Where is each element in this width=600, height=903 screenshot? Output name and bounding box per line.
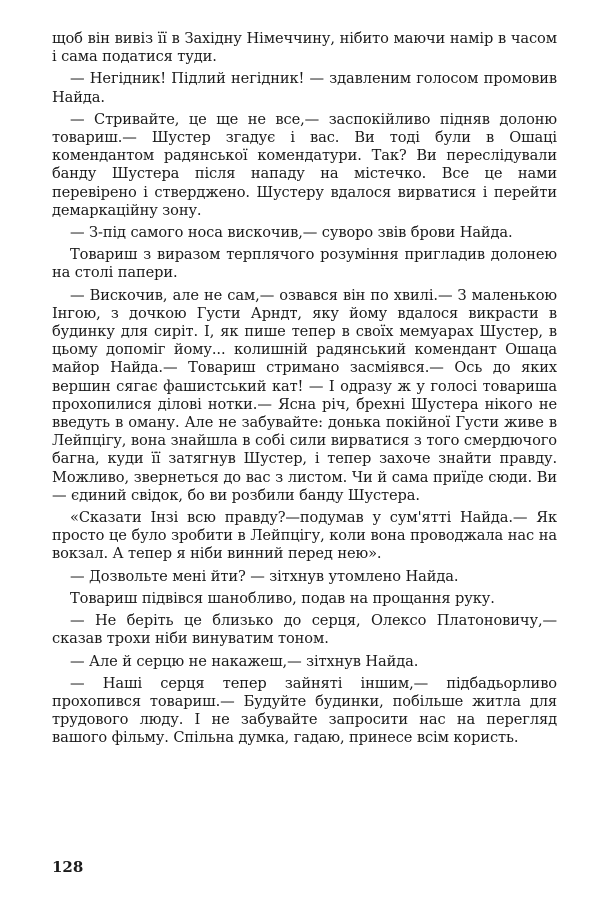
paragraph-9: Товариш підвівся шанобливо, подав на прощання руку. <box>70 589 495 607</box>
paragraph-3: — Стривайте, це ще не все,— заспокійливо підняв долоню товариш.— Шустер згадує і вас. Ви тоді були в Ошаці комендантом радянської комендатури. Так? Ви переслідували банду Шустера після нападу на містечко. Все це нами перевірено і стверджено. Шустеру вдалося вирватися і перейти демаркаційну зону. <box>52 110 557 219</box>
paragraph-7: «Сказати Інзі всю правду?—подумав у сум'ятті Найда.— Як просто це було зробити в Лейпцігу, коли вона проводжала нас на вокзал. А тепер я ніби винний перед нею». <box>52 509 557 563</box>
paragraph-4: — З-під самого носа вискочив,— суворо звів брови Найда. <box>70 224 513 242</box>
paragraph-6: — Вискочив, але не сам,— озвався він по хвилі.— З маленькою Інгою, з дочкою Густи Арндт, яку йому вдалося викрасти в будинку для сиріт. І, як пише тепер в своїх мемуарах Шустер, в цьому допоміг йому... колишній радянський комендант Ошаца майор Найда.— Товариш стримано засміявся.— Ось до яких вершин сягає фашистський кат! — І одразу ж у голосі товариша прохопилися ділові нотки.— Ясна річ, брехні Шустера нікого не введуть в оману. Але не забувайте: донька покійної Густи живе в Лейпцігу, вона знайшла в собі сили вирватися з того смердючого багна, куди її затягнув Шустер, і тепер захоче знайти правду. Можливо, звернеться до вас з листом. Чи й сама приїде сюди. Ви — єдиний свідок, бо ви розбили банду Шустера. <box>52 286 557 504</box>
paragraph-1: щоб він вивіз її в Західну Німеччину, нібито маючи намір в часом і сама податися туди. <box>52 30 557 66</box>
paragraph-12: — Наші серця тепер зайняті іншим,— підбадьорливо прохопився товариш.— Будуйте будинки, побільше житла для трудового люду. І не забувайте запросити нас на перегляд вашого фільму. Спільна думка, гадаю, принесе всім користь. <box>52 674 557 747</box>
paragraph-2: — Негідник! Підлий негідник! — здавленим голосом промовив Найда. <box>52 70 557 106</box>
paragraph-5: Товариш з виразом терплячого розуміння пригладив долонею на столі папери. <box>52 246 557 282</box>
paragraph-11: — Але й серцю не накажеш,— зітхнув Найда. <box>70 652 419 670</box>
page-text <box>52 30 557 752</box>
page-number: 128 <box>52 858 84 876</box>
paragraph-8: — Дозвольте мені йти? — зітхнув утомлено Найда. <box>70 567 459 585</box>
paragraph-10: — Не беріть це близько до серця, Олексо Платоновичу,— сказав трохи ніби винуватим тоном. <box>52 612 557 648</box>
